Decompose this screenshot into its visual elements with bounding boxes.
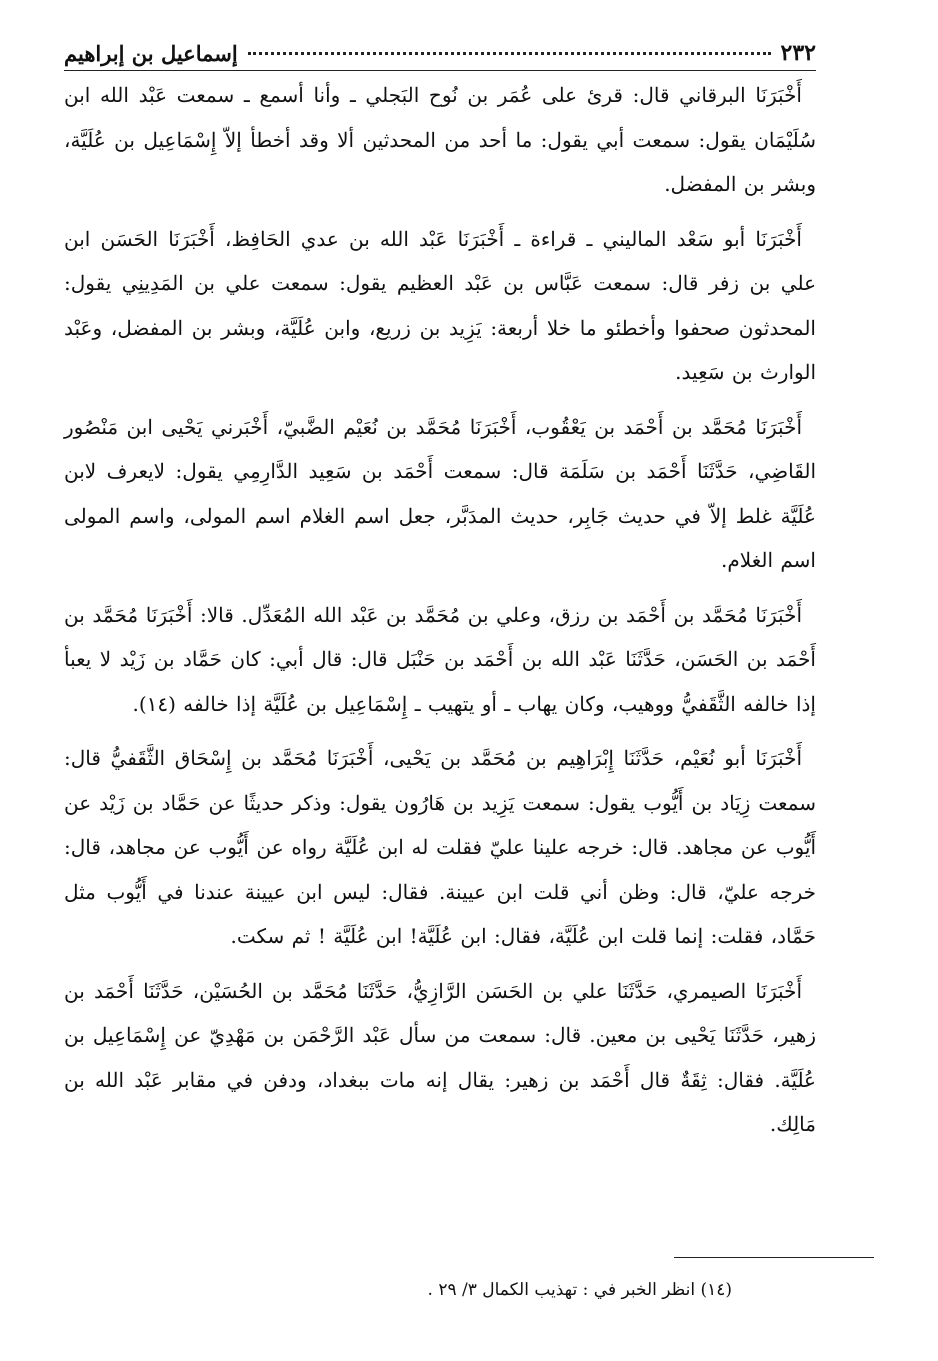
paragraph: أَخْبَرَنَا أبو نُعَيْم، حَدَّثَنَا إِبْرَاهِيم بن مُحَمَّد بن يَحْيى، أَخْبَرَنَا مُحَمَّد بن إِسْحَاق الثَّقَفيُّ قال: سمعت زِيَاد بن أَيُّوب يقول: سمعت يَزِيد بن هَارُون يقول: وذكر حديثًا عن حَمَّاد بن زَيْد عن أَيُّوب عن مجاهد. قال: خرجه علينا عليّ فقلت له ابن عُلَيَّة رواه عن أَيُّوب عن مجاهد، قال: خرجه عليّ، قال: وظن أني قلت ابن عيينة. فقال: ليس ابن عيينة عندنا في أَيُّوب مثل حَمَّاد، فقلت: إنما قلت ابن عُلَيَّة، فقال: ابن عُلَيَّة! ابن عُلَيَّة ! ثم سكت. [64,746,816,948]
paragraph: أَخْبَرَنَا البرقاني قال: قرئ على عُمَر بن نُوح البَجلي ـ وأنا أسمع ـ سمعت عَبْد الله ابن سُلَيْمَان يقول: سمعت أبي يقول: ما أحد من المحدثين ألا وقد أخطأ إلاّ إِسْمَاعِيل بن عُلَيَّة، وبشر بن المفضل. [64,83,816,196]
page-header [64,30,816,71]
paragraph: أَخْبَرَنَا مُحَمَّد بن أَحْمَد بن رزق، وعلي بن مُحَمَّد بن عَبْد الله المُعَدِّل. قالا: أَخْبَرَنَا مُحَمَّد بن أَحْمَد بن الحَسَن، حَدَّثَنَا عَبْد الله بن أَحْمَد بن حَنْبَل قال: قال أبي: كان حَمَّاد بن زَيْد لا يعبأ إذا خالفه الثَّقَفيُّ ووهيب، وكان يهاب ـ أو يتهيب ـ إِسْمَاعِيل بن عُلَيَّة إذا خالفه (١٤). [64,602,816,716]
footnote: (١٤) انظر الخبر في : تهذيب الكمال ٣/ ٢٩ . [427,1280,732,1300]
header-leader-dots [248,42,771,55]
book-page [64,30,816,1157]
footnote-separator [674,1257,874,1258]
paragraph: أَخْبَرَنَا أبو سَعْد الماليني ـ قراءة ـ أَخْبَرَنَا عَبْد الله بن عدي الحَافِظ، أَخْبَرَنَا الحَسَن ابن علي بن زفر قال: سمعت عَبَّاس بن عَبْد العظيم يقول: سمعت علي بن المَدِينِي يقول: المحدثون صحفوا وأخطئو ما خلا أربعة: يَزِيد بن زريع، وابن عُلَيَّة، وبشر بن المفضل، وعَبْد الوارث بن سَعِيد. [64,226,816,384]
page-number: ٢٣٢ [780,40,816,66]
running-title: إسماعيل بن إبراهيم [64,41,238,66]
paragraph: أَخْبَرَنَا مُحَمَّد بن أَحْمَد بن يَعْقُوب، أَخْبَرَنَا مُحَمَّد بن نُعَيْم الضَّبيّ، أَخْبَرني يَحْيى ابن مَنْصُور القَاضِي، حَدَّثَنَا أَحْمَد بن سَلَمَة قال: سمعت أَحْمَد بن سَعِيد الدَّارِمِي يقول: لايعرف لابن عُلَيَّة غلط إلاّ في حديث جَابِر، حديث المدَبَّر، جعل اسم الغلام اسم المولى، واسم المولى اسم الغلام. [64,414,816,572]
paragraph: أَخْبَرَنَا الصيمري، حَدَّثَنَا علي بن الحَسَن الرَّازِيُّ، حَدَّثَنَا مُحَمَّد بن الحُسَيْن، حَدَّثَنَا أَحْمَد بن زهير، حَدَّثَنَا يَحْيى بن معين. قال: سمعت من سأل عَبْد الرَّحْمَن بن مَهْدِيّ عن إِسْمَاعِيل بن عُلَيَّة. فقال: ثِقَةٌ قال أَحْمَد بن زهير: يقال إنه مات ببغداد، ودفن في مقابر عَبْد الله بن مَالِك. [64,978,816,1136]
page-body [64,73,816,1147]
